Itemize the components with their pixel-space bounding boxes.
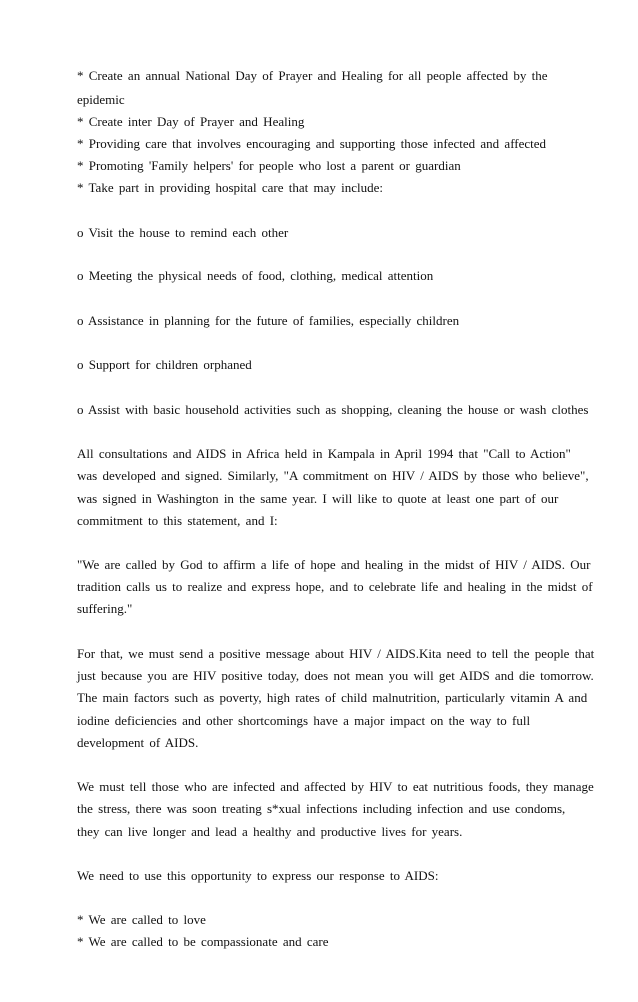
text-line: just because you are HIV positive today, does not mean you will get AIDS and die tomorrow.: [77, 668, 594, 683]
text-line: * Providing care that involves encouraging and supporting those infected and affected: [77, 136, 547, 151]
text-line: tradition calls us to realize and express hope, and to celebrate life and healing in the midst of: [77, 579, 593, 594]
text-line: commitment to this statement, and I:: [77, 513, 278, 528]
text-line: development of AIDS.: [77, 735, 199, 750]
text-line: o Meeting the physical needs of food, clothing, medical attention: [77, 268, 434, 283]
text-line: epidemic: [77, 92, 125, 107]
text-line: they can live longer and lead a healthy and productive lives for years.: [77, 824, 463, 839]
text-line: "We are called by God to affirm a life of hope and healing in the midst of HIV / AIDS. Our: [77, 557, 591, 572]
text-line: * We are called to be compassionate and care: [77, 934, 329, 949]
text-line: iodine deficiencies and other shortcomings have a major impact on the way to full: [77, 713, 531, 728]
text-line: o Support for children orphaned: [77, 357, 252, 372]
text-line: o Assistance in planning for the future of families, especially children: [77, 313, 460, 328]
text-line: suffering.": [77, 601, 133, 616]
text-line: * Promoting 'Family helpers' for people who lost a parent or guardian: [77, 158, 461, 173]
text-line: o Assist with basic household activities such as shopping, cleaning the house or wash clothes: [77, 402, 589, 417]
text-line: We must tell those who are infected and affected by HIV to eat nutritious foods, they manage: [77, 779, 594, 794]
text-line: was developed and signed. Similarly, "A commitment on HIV / AIDS by those who believe",: [77, 468, 589, 483]
text-line: All consultations and AIDS in Africa held in Kampala in April 1994 that "Call to Action": [77, 446, 571, 461]
text-line: For that, we must send a positive message about HIV / AIDS.Kita need to tell the people that: [77, 646, 595, 661]
text-line: * Create inter Day of Prayer and Healing: [77, 114, 305, 129]
text-line: We need to use this opportunity to express our response to AIDS:: [77, 868, 439, 883]
text-line: the stress, there was soon treating s*xual infections including infection and use condoms,: [77, 801, 566, 816]
text-line: * We are called to love: [77, 912, 206, 927]
text-line: was signed in Washington in the same year. I will like to quote at least one part of our: [77, 491, 559, 506]
text-line: o Visit the house to remind each other: [77, 225, 289, 240]
text-line: The main factors such as poverty, high rates of child malnutrition, particularly vitamin A and: [77, 690, 588, 705]
text-line: * Create an annual National Day of Prayer and Healing for all people affected by the: [77, 68, 548, 83]
text-line: * Take part in providing hospital care that may include:: [77, 180, 384, 195]
